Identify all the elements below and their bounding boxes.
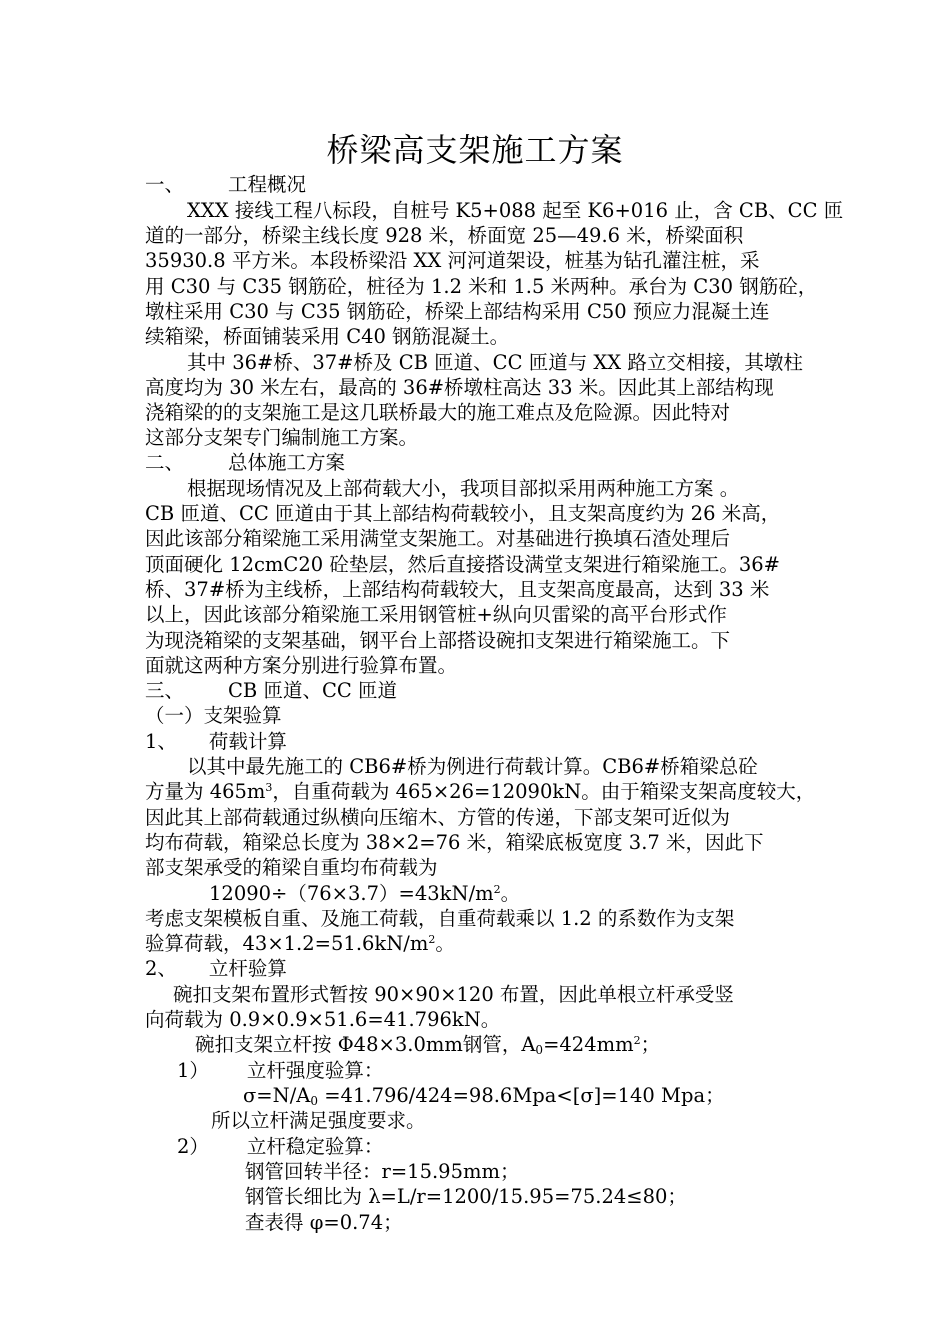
text-run: =41.796/424=98.6Mpa<[σ]=140 Mpa； <box>318 1084 725 1107</box>
item-number: 1） <box>177 1059 209 1082</box>
paragraph-line: 向荷载为 0.9×0.9×51.6=41.796kN。 <box>145 1008 501 1031</box>
paragraph-line: 高度均为 30 米左右，最高的 36#桥墩柱高达 33 米。因此其上部结构现 <box>145 376 774 399</box>
paragraph-line: 墩柱采用 C30 与 C35 钢筋砼，桥梁上部结构采用 C50 预应力混凝土连 <box>145 300 770 323</box>
section-number: 一、 <box>145 173 185 196</box>
paragraph-line: 以其中最先施工的 CB6#桥为例进行荷载计算。CB6#桥箱梁总砼 <box>187 755 758 778</box>
item-title: 立杆验算 <box>208 957 287 980</box>
formula-line: 查表得 φ=0.74； <box>245 1211 403 1234</box>
page-title: 桥梁高支架施工方案 <box>326 131 624 169</box>
item-number: 1、 <box>145 730 177 753</box>
subsection-item-heading <box>145 729 825 754</box>
paragraph-line: 均布荷载，箱梁总长度为 38×2=76 米，箱梁底板宽度 3.7 米，因此下 <box>145 831 764 854</box>
paragraph-line: CB 匝道、CC 匝道由于其上部结构荷载较小，且支架高度约为 26 米高， <box>145 502 781 525</box>
paragraph-line: 所以立杆满足强度要求。 <box>211 1109 426 1132</box>
superscript: 2 <box>493 883 501 896</box>
paragraph-line: 碗扣支架布置形式暂按 90×90×120 布置，因此单根立杆承受竖 <box>173 983 734 1006</box>
paragraph-line: 浇箱梁的的支架施工是这几联桥最大的施工难点及危险源。因此特对 <box>145 401 731 424</box>
item-title: 立杆强度验算： <box>246 1059 384 1082</box>
text-run: 。 <box>435 932 455 955</box>
text-run: 验算荷载，43×1.2=51.6kN/m <box>145 932 429 955</box>
section-title: CB 匝道、CC 匝道 <box>228 679 398 702</box>
formula-line <box>145 1083 923 1108</box>
formula-line: 钢管回转半径：r=15.95mm； <box>245 1160 520 1183</box>
paragraph-line: 道的一部分，桥梁主线长度 928 米，桥面宽 25—49.6 米，桥梁面积 <box>145 224 744 247</box>
item-number: 2、 <box>145 957 177 980</box>
paragraph-line: 顶面硬化 12cmC20 砼垫层，然后直接搭设满堂支架进行箱梁施工。36# <box>145 553 781 576</box>
paragraph-line: 因此该部分箱梁施工采用满堂支架施工。对基础进行换填石渣处理后 <box>145 527 731 550</box>
paragraph-line: 用 C30 与 C35 钢筋砼，桩径为 1.2 米和 1.5 米两种。承台为 C30 钢筋砼， <box>145 275 818 298</box>
section-title: 工程概况 <box>228 173 307 196</box>
text-run: 碗扣支架立杆按 Φ48×3.0mm钢管，A <box>195 1033 536 1056</box>
paragraph-line <box>145 931 825 956</box>
paragraph-line: 这部分支架专门编制施工方案。 <box>145 426 419 449</box>
text-run: ，自重荷载为 465×26=12090kN。由于箱梁支架高度较大， <box>272 780 816 803</box>
subscript: 0 <box>310 1094 319 1108</box>
section-number: 二、 <box>145 451 185 474</box>
subsection-heading: （一）支架验算 <box>145 704 282 727</box>
text-run: ； <box>640 1033 661 1056</box>
text-run: 12090÷（76×3.7）=43kN/m <box>209 882 494 905</box>
subsection-item-heading <box>145 956 825 981</box>
paragraph-line: 续箱梁，桥面铺装采用 C40 钢筋混凝土。 <box>145 325 510 348</box>
paragraph-line <box>145 1032 875 1057</box>
superscript: 3 <box>265 781 273 794</box>
paragraph-line: 桥、37#桥为主线桥，上部结构荷载较大，且支架高度最高，达到 33 米 <box>145 578 770 601</box>
section-title: 总体施工方案 <box>228 451 346 474</box>
paragraph-line: 面就这两种方案分别进行验算布置。 <box>145 654 458 677</box>
paragraph-line: XXX 接线工程八标段，自桩号 K5+088 起至 K6+016 止，含 CB、CC 匝 <box>187 199 844 222</box>
section-heading-3 <box>145 678 825 703</box>
section-number: 三、 <box>145 679 185 702</box>
check-item-heading <box>145 1058 857 1083</box>
paragraph-line: 部支架承受的箱梁自重均布荷载为 <box>145 856 438 879</box>
text-run: 方量为 465m <box>145 780 266 803</box>
paragraph-line: 其中 36#桥、37#桥及 CB 匝道、CC 匝道与 XX 路立交相接，其墩柱 <box>187 351 803 374</box>
text-run: =424mm <box>543 1033 634 1056</box>
paragraph-line: 以上，因此该部分箱梁施工采用钢管桩+纵向贝雷梁的高平台形式作 <box>145 603 727 626</box>
paragraph-line: 根据现场情况及上部荷载大小，我项目部拟采用两种施工方案 。 <box>187 477 740 500</box>
item-number: 2） <box>177 1135 209 1158</box>
superscript: 2 <box>633 1034 641 1047</box>
paragraph-line: 考虑支架模板自重、及施工荷载，自重荷载乘以 1.2 的系数作为支架 <box>145 907 735 930</box>
text-run: 。 <box>500 882 521 905</box>
superscript: 2 <box>428 933 436 946</box>
section-heading-1 <box>145 172 825 197</box>
formula-line: 钢管长细比为 λ=L/r=1200/15.95=75.24≤80； <box>245 1185 687 1208</box>
paragraph-line: 35930.8 平方米。本段桥梁沿 XX 河河道架设，桩基为钻孔灌注桩，采 <box>145 249 760 272</box>
item-title: 立杆稳定验算： <box>246 1135 384 1158</box>
text-run: σ=N/A <box>243 1084 311 1107</box>
item-title: 荷载计算 <box>208 730 287 753</box>
subscript: 0 <box>535 1043 544 1057</box>
check-item-heading <box>145 1134 857 1159</box>
paragraph-line: 为现浇箱梁的支架基础，钢平台上部搭设碗扣支架进行箱梁施工。下 <box>145 629 731 652</box>
formula-line <box>145 881 889 906</box>
paragraph-line <box>145 779 825 804</box>
paragraph-line: 因此其上部荷载通过纵横向压缩木、方管的传递，下部支架可近似为 <box>145 806 731 829</box>
section-heading-2 <box>145 450 825 475</box>
